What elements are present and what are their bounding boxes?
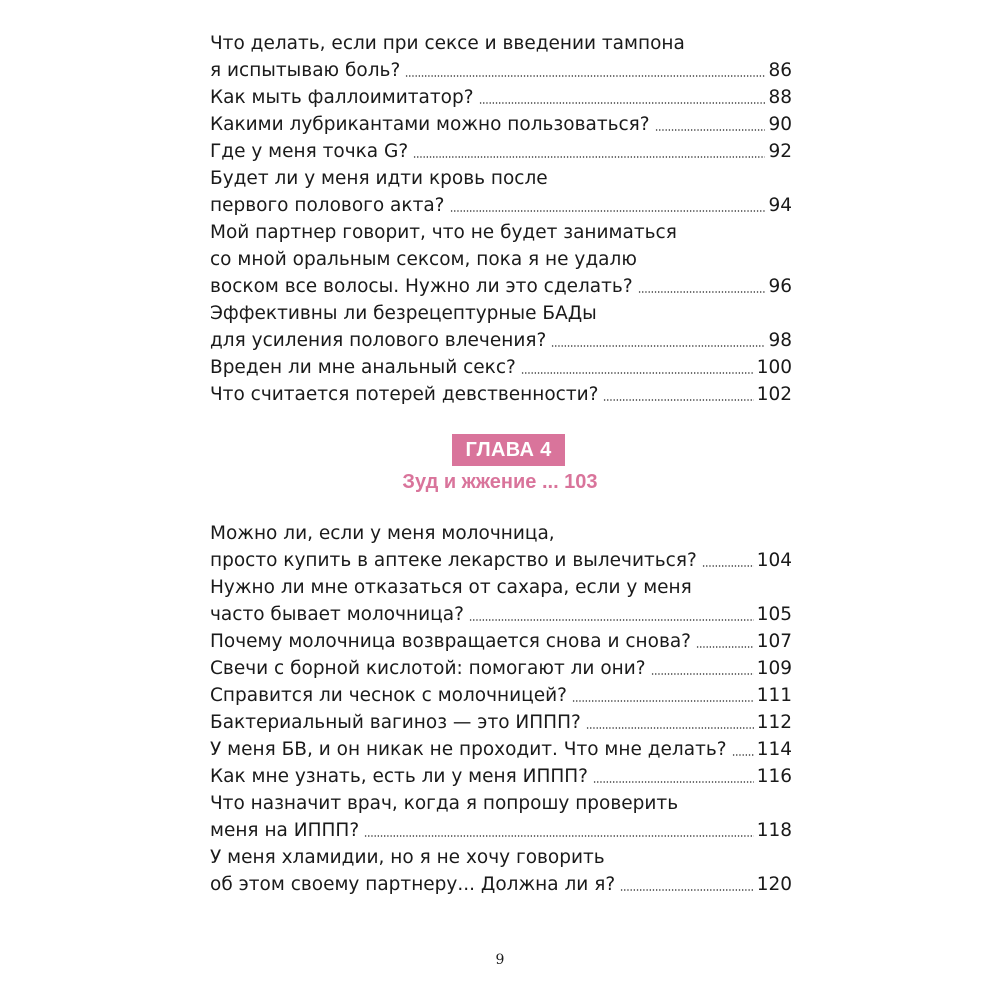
toc-entry-line [210,601,792,628]
toc-entry-line [210,871,792,898]
toc-page-number: 92 [768,141,792,162]
toc-entry [210,165,792,219]
toc-entry-line [210,246,792,273]
toc-entry-text: Какими лубрикантами можно пользоваться? [210,114,650,135]
dot-leader [364,835,754,837]
toc-entry-text: Справится ли чеснок с молочницей? [210,685,567,706]
toc-page-number: 112 [756,712,792,733]
toc-entry [210,300,792,354]
toc-entry [210,790,792,844]
dot-leader [413,156,765,158]
toc-page-number: 111 [756,685,792,706]
toc-page-number: 94 [768,195,792,216]
toc-entry-line [210,354,792,381]
toc-entry [210,763,792,790]
toc-page-number: 114 [756,739,792,760]
toc-entry-line [210,655,792,682]
toc-entry-text: я испытываю боль? [210,60,401,81]
toc-page-number: 107 [756,631,792,652]
dot-leader [450,210,766,212]
toc-entry-text: Почему молочница возвращается снова и снова? [210,631,691,652]
toc-entry-line [210,628,792,655]
toc-entry-text: Эффективны ли безрецептурные БАДы [210,303,597,324]
toc-entry-line [210,682,792,709]
toc-entry [210,30,792,84]
toc-entry-text: Что назначит врач, когда я попрошу проверить [210,793,679,814]
dot-leader [469,619,754,621]
dot-leader [593,781,754,783]
toc-entry [210,682,792,709]
dot-leader [702,565,754,567]
toc-entry [210,709,792,736]
toc-page-number: 120 [756,874,792,895]
toc-page-number: 86 [768,60,792,81]
toc-entry-text: Будет ли у меня идти кровь после [210,168,548,189]
toc-entry [210,574,792,628]
toc-entry [210,628,792,655]
toc-entry-text: меня на ИППП? [210,820,360,841]
toc-list-after [210,520,792,898]
dot-leader [638,291,766,293]
toc-entry-text: со мной оральным сексом, пока я не удалю [210,249,637,270]
toc-entry-text: У меня БВ, и он никак не проходит. Что мне делать? [210,739,727,760]
toc-page-number: 116 [756,766,792,787]
toc-list-before [210,30,792,408]
toc-entry-line [210,165,792,192]
dot-leader [603,399,753,401]
toc-entry-line [210,30,792,57]
toc-entry-text: Как мыть фаллоимитатор? [210,87,474,108]
toc-entry-line [210,547,792,574]
toc-page-number: 96 [768,276,792,297]
toc-entry [210,138,792,165]
dot-leader [655,129,766,131]
toc-page-number: 98 [768,330,792,351]
toc-entry-text: Что делать, если при сексе и введении тампона [210,33,685,54]
toc-entry [210,844,792,898]
toc-entry-text: Вреден ли мне анальный секс? [210,357,516,378]
toc-entry [210,520,792,574]
toc-entry-text: У меня хламидии, но я не хочу говорить [210,847,605,868]
toc-entry-line [210,574,792,601]
chapter-title: Зуд и жжение ... 103 [402,471,598,493]
toc-entry-text: Как мне узнать, есть ли у меня ИППП? [210,766,589,787]
dot-leader [696,646,754,648]
toc-entry-line [210,300,792,327]
toc-entry-line [210,219,792,246]
dot-leader [732,754,754,756]
toc-entry [210,84,792,111]
toc-entry [210,111,792,138]
toc-entry-text: Можно ли, если у меня молочница, [210,523,555,544]
dot-leader [586,727,754,729]
toc-entry-line [210,763,792,790]
toc-entry-text: Бактериальный вагиноз — это ИППП? [210,712,581,733]
dot-leader [572,700,754,702]
toc-entry-text: Где у меня точка G? [210,141,409,162]
toc-page-number: 90 [768,114,792,135]
toc-entry-line [210,844,792,871]
toc-entry-text: первого полового акта? [210,195,445,216]
dot-leader [405,75,765,77]
toc-entry-line [210,273,792,300]
toc-entry-line [210,138,792,165]
toc-entry-line [210,736,792,763]
toc-entry-line [210,192,792,219]
toc-page-number: 88 [768,87,792,108]
toc-page-number: 109 [756,658,792,679]
dot-leader [620,889,754,891]
toc-entry-text: просто купить в аптеке лекарство и вылечиться? [210,550,697,571]
toc-entry-text: Свечи с борной кислотой: помогают ли они? [210,658,646,679]
toc-page-number: 105 [756,604,792,625]
toc-entry-line [210,709,792,736]
toc-page-number: 100 [756,357,792,378]
toc-entry [210,219,792,300]
toc-entry-line [210,817,792,844]
toc-entry-text: воском все волосы. Нужно ли это сделать? [210,276,633,297]
dot-leader [479,102,766,104]
toc-entry-line [210,84,792,111]
toc-entry [210,354,792,381]
toc-page-number: 102 [756,384,792,405]
toc-entry-line [210,381,792,408]
dot-leader [651,673,754,675]
toc-page-number: 104 [756,550,792,571]
page-number: 9 [495,952,505,968]
toc-entry-line [210,111,792,138]
toc-entry-text: об этом своему партнеру... Должна ли я? [210,874,616,895]
toc-entry-line [210,520,792,547]
toc-page-number: 118 [756,820,792,841]
toc-entry [210,655,792,682]
toc-entry-text: часто бывает молочница? [210,604,464,625]
toc-entry-line [210,790,792,817]
toc-entry-text: для усиления полового влечения? [210,330,547,351]
toc-entry [210,736,792,763]
toc-entry-text: Нужно ли мне отказаться от сахара, если у меня [210,577,692,598]
toc-entry-text: Что считается потерей девственности? [210,384,599,405]
dot-leader [551,345,765,347]
toc-entry-text: Мой партнер говорит, что не будет заниматься [210,222,677,243]
toc-entry-line [210,57,792,84]
chapter-label: ГЛАВА 4 [452,434,565,466]
dot-leader [521,372,754,374]
toc-entry [210,381,792,408]
toc-entry-line [210,327,792,354]
